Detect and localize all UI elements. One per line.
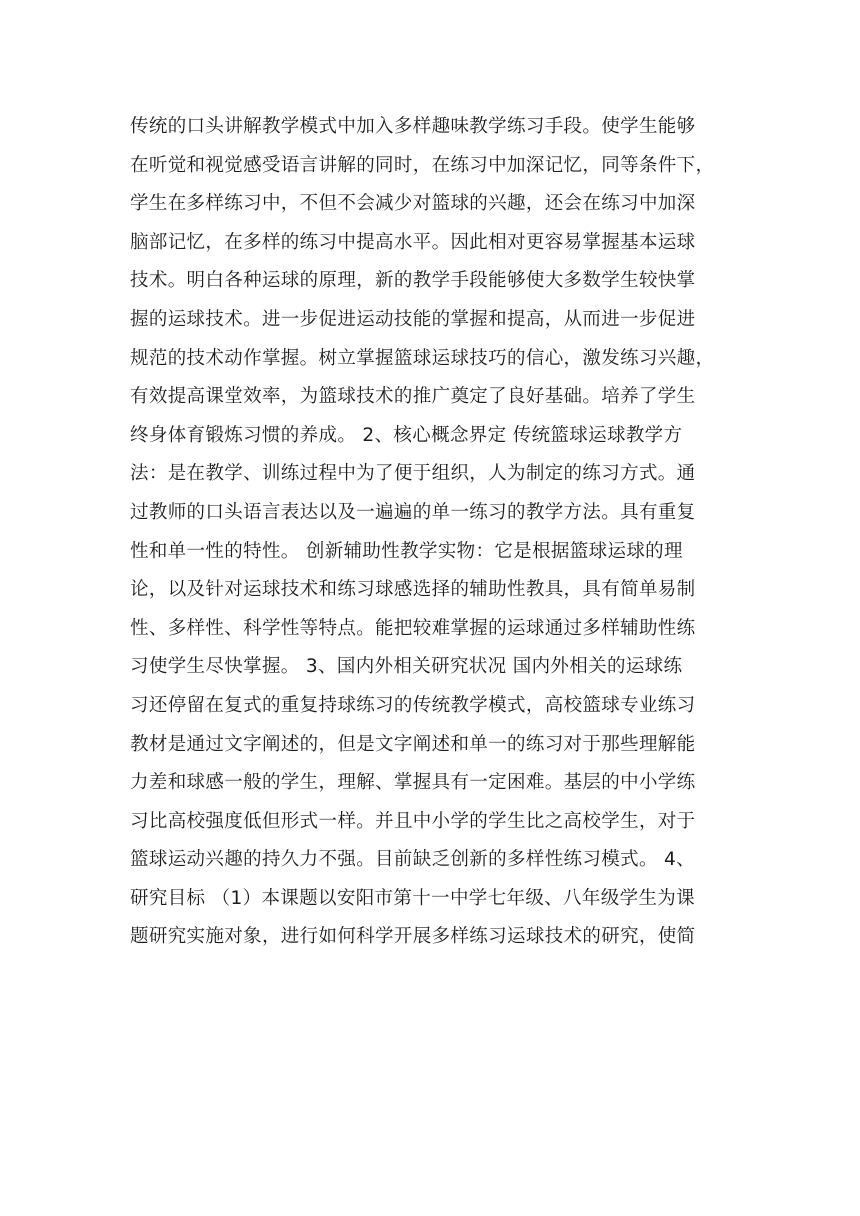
text-line: 终身体育锻炼习惯的养成。 2、核心概念界定 传统篮球运球教学方 <box>130 424 683 446</box>
text-line: 篮球运动兴趣的持久力不强。目前缺乏创新的多样性练习模式。 4、 <box>130 849 696 871</box>
text-line: 习还停留在复式的重复持球练习的传统教学模式，高校篮球专业练习 <box>130 694 696 716</box>
text-line: 规范的技术动作掌握。树立掌握篮球运球技巧的信心，激发练习兴趣， <box>130 347 715 369</box>
text-line: 力差和球感一般的学生，理解、掌握具有一定困难。基层的中小学练 <box>130 772 696 794</box>
text-line: 研究目标 （1）本课题以安阳市第十一中学七年级、八年级学生为课 <box>130 887 696 909</box>
text-line: 过教师的口头语言表达以及一遍遍的单一练习的教学方法。具有重复 <box>130 501 696 523</box>
text-line: 教材是通过文字阐述的，但是文字阐述和单一的练习对于那些理解能 <box>130 733 696 755</box>
text-line: 习比高校强度低但形式一样。并且中小学的学生比之高校学生，对于 <box>130 810 696 832</box>
text-line: 传统的口头讲解教学模式中加入多样趣味教学练习手段。使学生能够 <box>130 116 696 137</box>
text-line: 性和单一性的特性。 创新辅助性教学实物：它是根据篮球运球的理 <box>130 540 683 562</box>
text-line: 学生在多样练习中，不但不会减少对篮球的兴趣，还会在练习中加深 <box>130 193 696 215</box>
text-line: 技术。明白各种运球的原理，新的教学手段能够使大多数学生较快掌 <box>130 270 696 292</box>
text-line: 法：是在教学、训练过程中为了便于组织，人为制定的练习方式。通 <box>130 463 696 485</box>
text-line: 有效提高课堂效率，为篮球技术的推广奠定了良好基础。培养了学生 <box>130 386 696 408</box>
text-line: 习使学生尽快掌握。 3、国内外相关研究状况 国内外相关的运球练 <box>130 656 683 678</box>
text-line: 在听觉和视觉感受语言讲解的同时，在练习中加深记忆，同等条件下， <box>130 154 715 176</box>
text-line: 握的运球技术。进一步促进运动技能的掌握和提高，从而进一步促进 <box>130 308 696 330</box>
text-line: 脑部记忆，在多样的练习中提高水平。因此相对更容易掌握基本运球 <box>130 231 696 253</box>
text-line: 论，以及针对运球技术和练习球感选择的辅助性教具，具有简单易制 <box>130 579 696 601</box>
text-line: 题研究实施对象，进行如何科学开展多样练习运球技术的研究，使简 <box>130 926 696 948</box>
text-line: 性、多样性、科学性等特点。能把较难掌握的运球通过多样辅助性练 <box>130 617 696 639</box>
body-text <box>130 108 730 957</box>
